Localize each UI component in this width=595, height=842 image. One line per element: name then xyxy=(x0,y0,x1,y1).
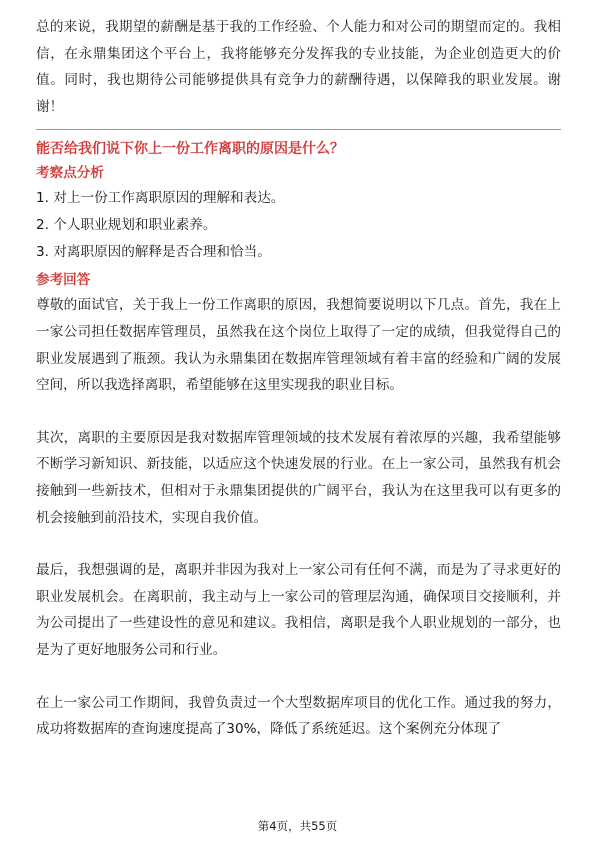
analysis-heading: 考察点分析 xyxy=(36,165,104,182)
answer-paragraph-1: 尊敬的面试官，关于我上一份工作离职的原因，我想简要说明以下几点。首先，我在上一家公司担任数据库管理员，虽然我在这个岗位上取得了一定的成绩，但我觉得自己的职业发展遇到了瓶颈。我认为永鼎集团在数据库管理领域有着丰富的经验和广阔的发展空间，所以我选择离职，希望能够在这里实现我的职业目标。 xyxy=(36,297,561,394)
question-title: 能否给我们说下你上一份工作离职的原因是什么？ xyxy=(36,141,344,158)
intro-paragraph: 总的来说，我期望的薪酬是基于我的工作经验、个人能力和对公司的期望而定的。我相信，在永鼎集团这个平台上，我将能够充分发挥我的专业技能，为企业创造更大的价值。同时，我也期待公司能够提供具有竞争力的薪酬待遇，以保障我的职业发展。谢谢！ xyxy=(36,19,561,115)
answer-paragraph-2: 其次，离职的主要原因是我对数据库管理领域的技术发展有着浓厚的兴趣，我希望能够不断学习新知识、新技能，以适应这个快速发展的行业。在上一家公司，虽然我有机会接触到一些新技术，但相对于永鼎集团提供的广阔平台，我认为在这里我可以有更多的机会接触到前沿技术，实现自我价值。 xyxy=(36,429,561,526)
section-divider xyxy=(36,129,561,130)
analysis-item-2: 2. 个人职业规划和职业素养。 xyxy=(36,217,217,234)
answer-heading: 参考回答 xyxy=(36,272,91,289)
page-number: 第4页，共55页 xyxy=(257,819,338,833)
analysis-item-3: 3. 对离职原因的解释是否合理和恰当。 xyxy=(36,244,271,261)
paragraph-gap xyxy=(36,664,561,690)
paragraph-gap xyxy=(36,399,561,425)
paragraph-gap xyxy=(36,531,561,557)
document-page xyxy=(36,14,561,743)
answer-paragraph-3: 最后，我想强调的是，离职并非因为我对上一家公司有任何不满，而是为了寻求更好的职业发展机会。在离职前，我主动与上一家公司的管理层沟通，确保项目交接顺利，并为公司提出了一些建设性的意见和建议。我相信，离职是我个人职业规划的一部分，也是为了更好地服务公司和行业。 xyxy=(36,562,561,658)
analysis-item-1: 1. 对上一份工作离职原因的理解和表达。 xyxy=(36,190,285,207)
answer-paragraph-4: 在上一家公司工作期间，我曾负责过一个大型数据库项目的优化工作。通过我的努力，成功将数据库的查询速度提高了30%，降低了系统延迟。这个案例充分体现了 xyxy=(36,694,561,738)
